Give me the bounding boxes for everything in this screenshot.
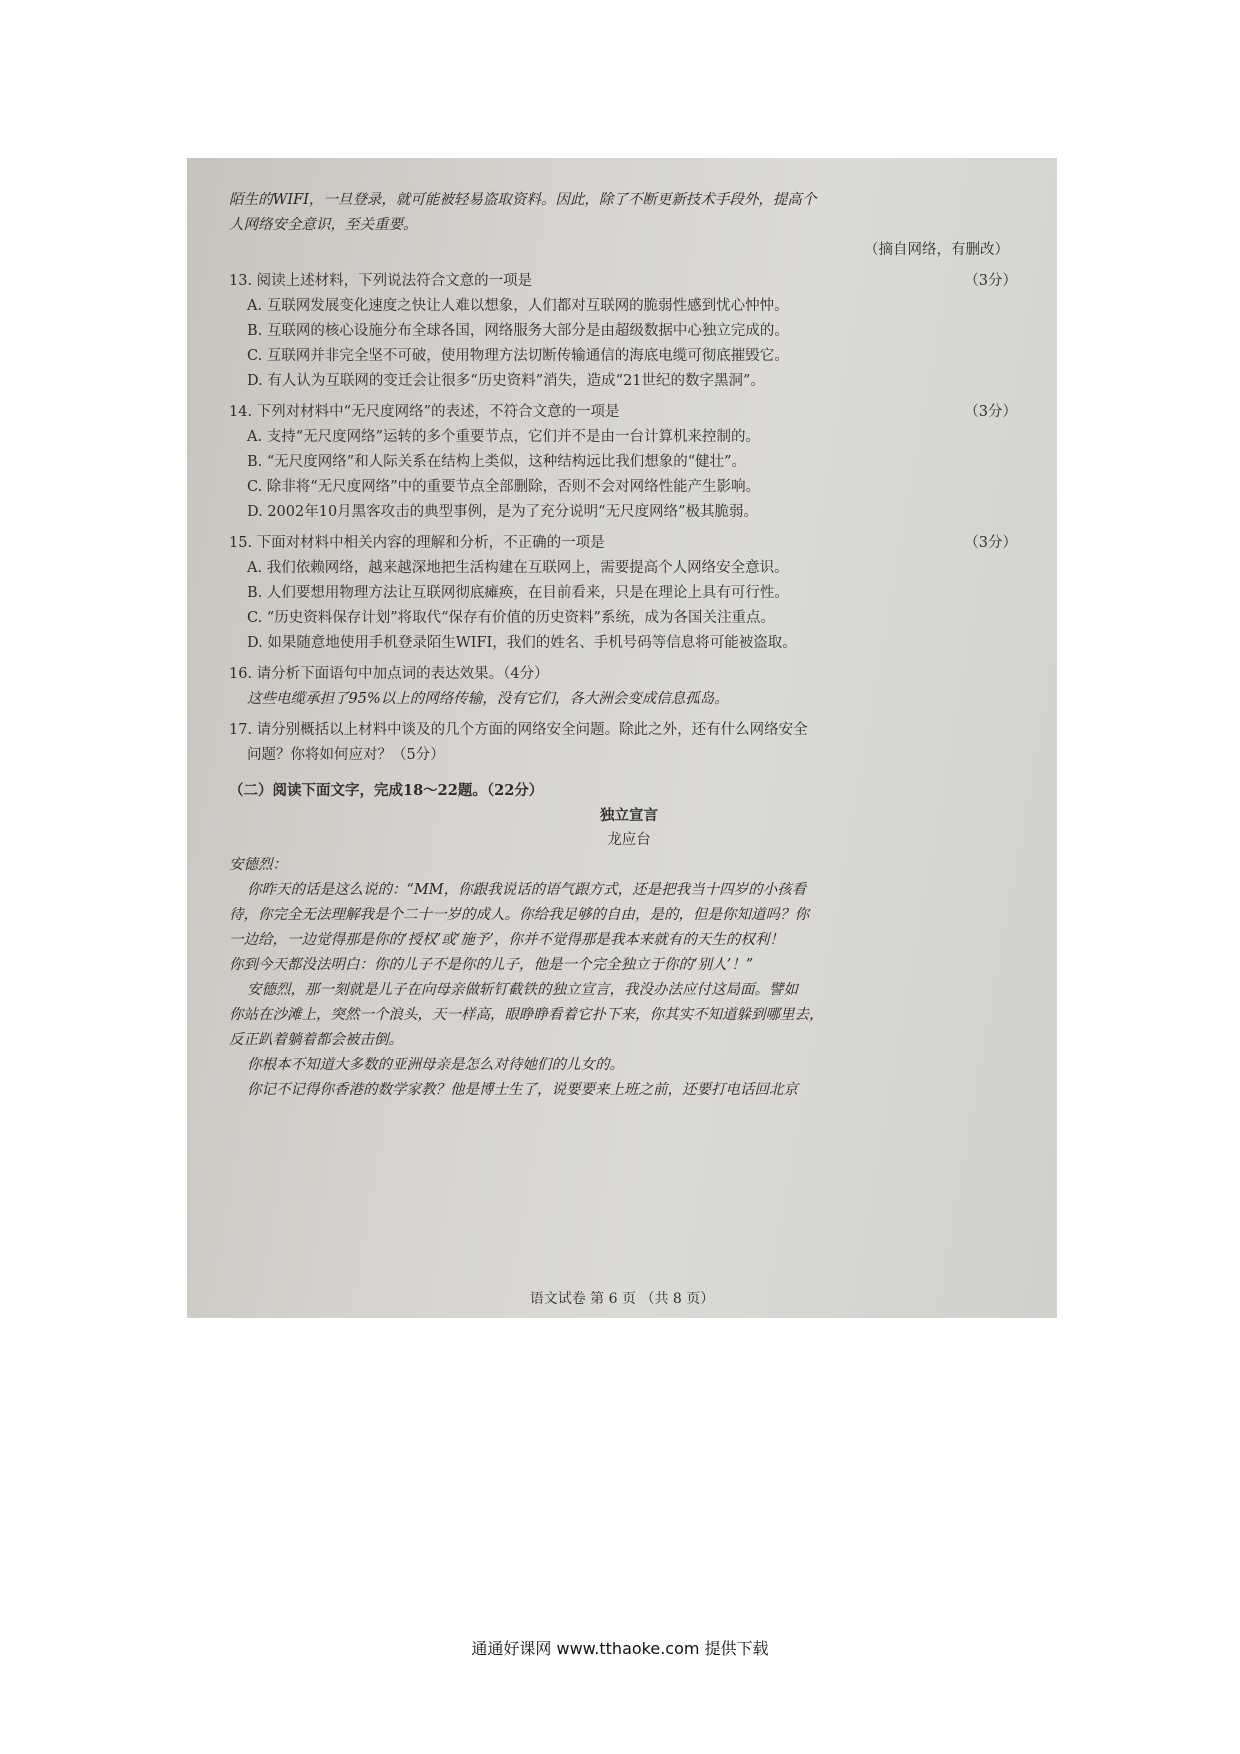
option-a: A. 支持“无尺度网络”运转的多个重要节点，它们并不是由一台计算机来控制的。 <box>247 429 761 445</box>
exam-page-photo <box>187 158 1057 1318</box>
essay-line: 你到今天都没法明白：你的儿子不是你的儿子，他是一个完全独立于你的‘别人’！” <box>229 957 754 973</box>
question-stem-text: 15. 下面对材料中相关内容的理解和分析，不正确的一项是 <box>229 535 605 551</box>
option-b: B. “无尺度网络”和人际关系在结构上类似，这种结构远比我们想象的“健壮”。 <box>247 454 747 470</box>
essay-title: 独立宣言 <box>600 807 658 824</box>
question-stem-text: 17. 请分别概括以上材料中谈及的几个方面的网络安全问题。除此之外，还有什么网络安全 <box>229 722 808 738</box>
question-13-stem <box>229 269 1029 294</box>
option-b: B. 互联网的核心设施分布全球各国，网络服务大部分是由超级数据中心独立完成的。 <box>247 323 789 339</box>
essay-line: 安德烈，那一刻就是儿子在向母亲做斩钉截铁的独立宣言，我没办法应付这局面。譬如 <box>247 982 798 998</box>
question-stem-text: 16. 请分析下面语句中加点词的表达效果。（4分） <box>229 666 549 682</box>
source-note: （摘自网络，有删改） <box>864 242 1009 258</box>
essay-salutation: 安德烈： <box>229 857 287 873</box>
question-15-stem <box>229 531 1029 556</box>
option-d: D. 2002年10月黑客攻击的典型事例，是为了充分说明“无尺度网络”极其脆弱。 <box>247 504 759 520</box>
question-points: （3分） <box>964 273 1017 289</box>
essay-line: 待，你完全无法理解我是个二十一岁的成人。你给我足够的自由，是的，但是你知道吗？你 <box>229 907 809 923</box>
essay-line: 你根本不知道大多数的亚洲母亲是怎么对待她们的儿女的。 <box>247 1057 624 1073</box>
question-points: （3分） <box>964 404 1017 420</box>
option-c: C. “历史资料保存计划”将取代“保存有价值的历史资料”系统，成为各国关注重点。 <box>247 610 775 626</box>
essay-line: 你站在沙滩上，突然一个浪头，天一样高，眼睁睁看着它扑下来，你其实不知道躲到哪里去， <box>229 1007 824 1023</box>
download-footer: 通通好课网 www.tthaoke.com 提供下载 <box>471 1639 769 1658</box>
essay-author: 龙应台 <box>607 832 651 848</box>
option-a: A. 互联网发展变化速度之快让人难以想象，人们都对互联网的脆弱性感到忧心忡忡。 <box>247 298 789 314</box>
essay-line: 你昨天的话是这么说的：“MM，你跟我说话的语气跟方式，还是把我当十四岁的小孩看 <box>247 882 807 898</box>
option-c: C. 互联网并非完全坚不可破，使用物理方法切断传输通信的海底电缆可彻底摧毁它。 <box>247 348 789 364</box>
question-17-stem <box>229 718 1029 743</box>
question-stem-text: 13. 阅读上述材料，下列说法符合文意的一项是 <box>229 273 533 289</box>
option-d: D. 有人认为互联网的变迁会让很多“历史资料”消失，造成“21世纪的数字黑洞”。 <box>247 373 765 389</box>
section-heading: （二）阅读下面文字，完成18～22题。（22分） <box>229 782 544 799</box>
question-points: （3分） <box>964 535 1017 551</box>
question-14-stem <box>229 400 1029 425</box>
question-16-stem <box>229 662 1029 687</box>
material-line: 人网络安全意识，至关重要。 <box>229 217 418 233</box>
material-line: 陌生的WIFI，一旦登录，就可能被轻易盗取资料。因此，除了不断更新技术手段外，提高个 <box>229 192 817 208</box>
essay-line: 一边给，一边觉得那是你的‘授权’或‘施予’，你并不觉得那是我本来就有的天生的权利！ <box>229 932 784 948</box>
option-d: D. 如果随意地使用手机登录陌生WIFI，我们的姓名、手机号码等信息将可能被盗取。 <box>247 635 797 651</box>
question-16-sentence: 这些电缆承担了95%以上的网络传输，没有它们，各大洲会变成信息孤岛。 <box>247 691 729 707</box>
option-a: A. 我们依赖网络，越来越深地把生活构建在互联网上，需要提高个人网络安全意识。 <box>247 560 789 576</box>
option-c: C. 除非将“无尺度网络”中的重要节点全部删除，否则不会对网络性能产生影响。 <box>247 479 761 495</box>
essay-line: 反正趴着躺着都会被击倒。 <box>229 1032 403 1048</box>
question-17-continuation: 问题？你将如何应对？（5分） <box>247 747 445 763</box>
option-b: B. 人们要想用物理方法让互联网彻底瘫痪，在目前看来，只是在理论上具有可行性。 <box>247 585 789 601</box>
essay-line: 你记不记得你香港的数学家教？他是博士生了，说要要来上班之前，还要打电话回北京 <box>247 1082 798 1098</box>
question-stem-text: 14. 下列对材料中“无尺度网络”的表述，不符合文意的一项是 <box>229 404 620 420</box>
exam-page-number: 语文试卷 第 6 页 （共 8 页） <box>529 1291 715 1307</box>
